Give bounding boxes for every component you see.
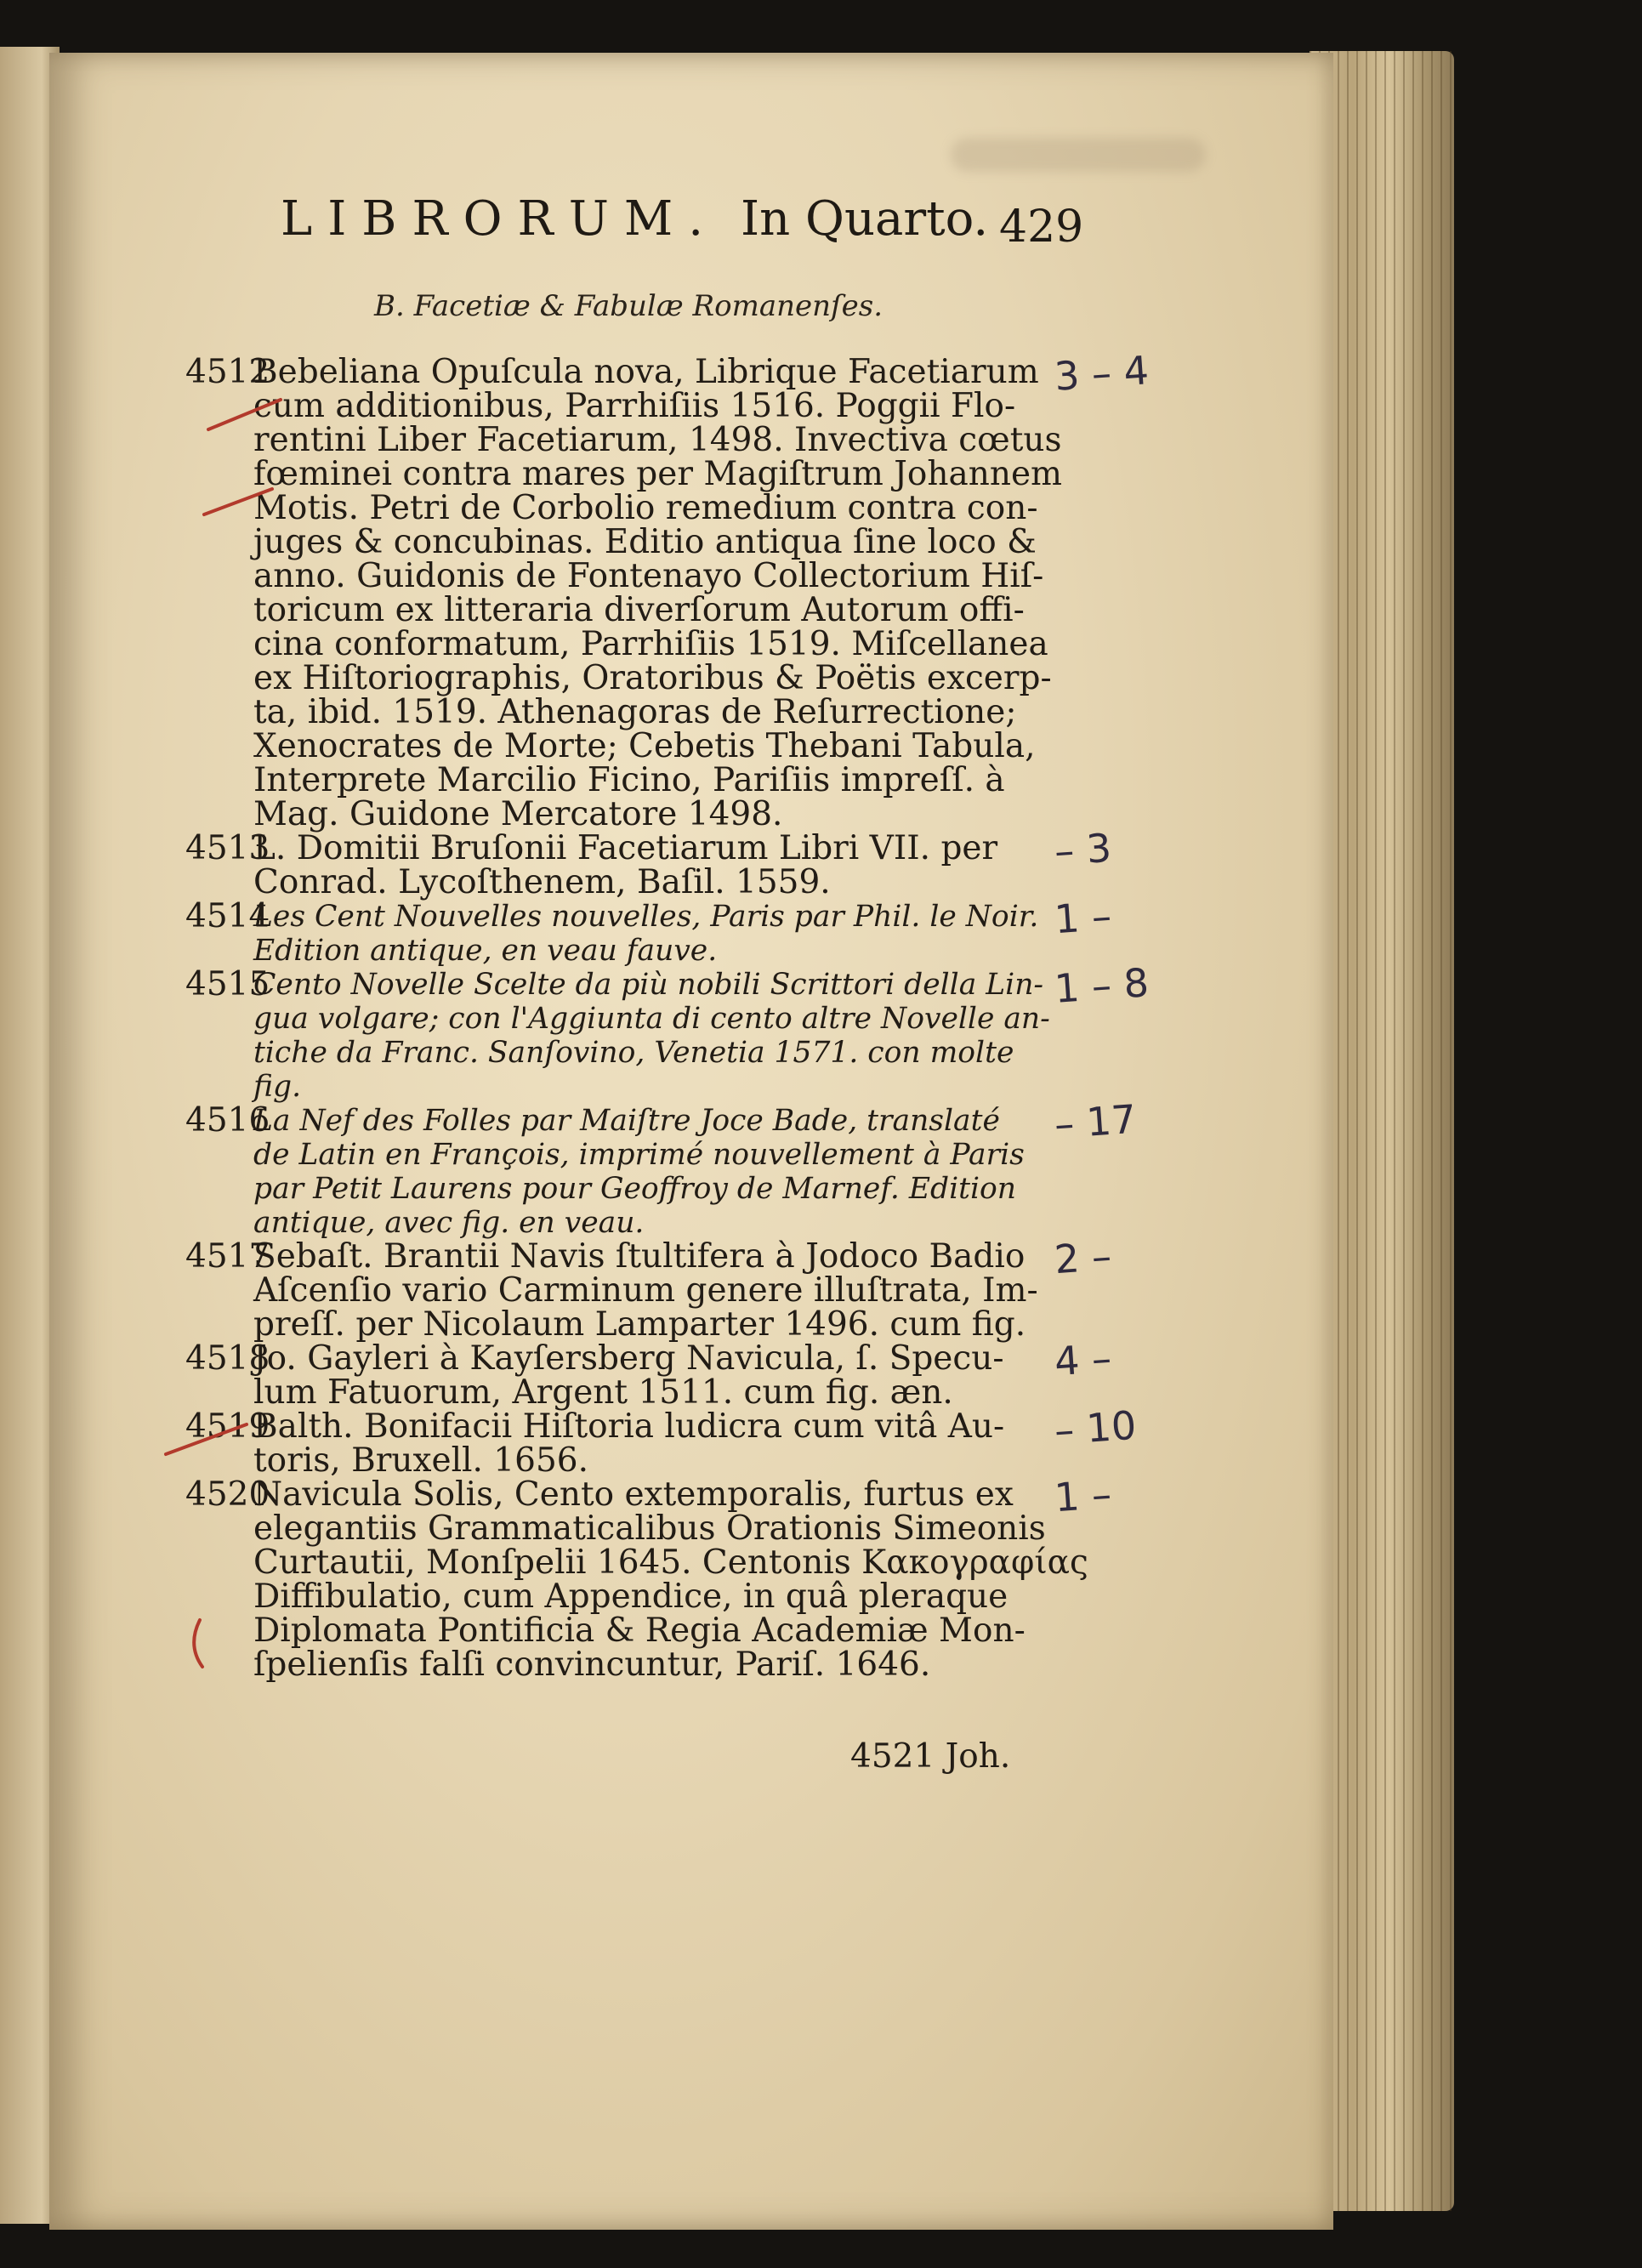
catalog-entry (185, 1475, 1088, 1684)
entry-line: Diffibulatio, cum Appendice, in quâ pleraque (253, 1577, 1008, 1616)
entry-line: anno. Guidonis de Fontenayo Collectorium Hiſ- (253, 557, 1044, 595)
entry-line: Sebaſt. Brantii Navis ſtultifera à Jodoco Badio (253, 1237, 1026, 1276)
running-head (281, 191, 1088, 259)
entry-line: Aſcenſio vario Carminum genere illuſtrata, Im- (253, 1271, 1038, 1310)
entry-number: 4512 (185, 353, 270, 391)
entry-line: L. Domitii Bruſonii Facetiarum Libri VII. per (253, 829, 998, 867)
entry-line: lum Fatuorum, Argent 1511. cum fig. æn. (253, 1373, 953, 1412)
handwritten-price: 3 – 4 (1053, 347, 1151, 400)
handwritten-price: 1 – (1053, 892, 1113, 943)
entry-line: Cento Novelle Scelte da più nobili Scrittori della Lin- (253, 968, 1044, 1002)
handwritten-price: – 10 (1053, 1401, 1138, 1454)
entry-number: 4516 (185, 1101, 270, 1140)
entry-line: fig. (253, 1070, 302, 1104)
handwritten-price: 4 – (1053, 1334, 1113, 1385)
catalog-entry (185, 1339, 1036, 1412)
entry-number: 4518 (185, 1339, 270, 1378)
entry-line: ex Hiſtoriographis, Oratoribus & Poëtis excerp- (253, 659, 1052, 697)
entry-line: rentini Liber Facetiarum, 1498. Invectiva cœtus (253, 421, 1062, 459)
running-head-title: LIBRORUM. (281, 191, 719, 247)
entry-line: juges & concubinas. Editio antiqua ſine loco & (253, 523, 1037, 561)
entry-line: Edition antique, en veau fauve. (253, 934, 718, 968)
catalog-entry (185, 1407, 1036, 1480)
entry-line: toricum ex litteraria diverſorum Autorum offi- (253, 591, 1025, 629)
handwritten-price: – 3 (1053, 824, 1113, 875)
entry-line: antique, avec fig. en veau. (253, 1206, 645, 1240)
entry-line: tiche da Franc. Sanſovino, Venetia 1571. con molte (253, 1036, 1014, 1070)
entry-line: La Nef des Folles par Maiſtre Joce Bade, translaté (253, 1104, 1000, 1138)
running-head-format: In Quarto. (741, 191, 989, 247)
entry-line: de Latin en François, imprimé nouvellement à Paris (253, 1138, 1025, 1172)
catalog-entry (185, 829, 1036, 901)
entry-line: cum additionibus, Parrhiſiis 1516. Poggii Flo- (253, 387, 1016, 425)
subsection-heading: B. Facetiæ & Fabulæ Romanenſes. (374, 289, 883, 323)
entry-line: Curtautii, Monſpelii 1645. Centonis Κακογραφίας (253, 1543, 1088, 1582)
entry-number: 4514 (185, 897, 270, 935)
entry-line: ſpelienſis falſi convincuntur, Pariſ. 1646. (253, 1646, 931, 1684)
entry-number: 4519 (185, 1407, 270, 1446)
catalog-entry (185, 1237, 1038, 1344)
catalog-entry (185, 897, 1039, 968)
entry-line: Xenocrates de Morte; Cebetis Thebani Tabula, (253, 727, 1036, 765)
handwritten-price: 2 – (1053, 1232, 1113, 1283)
entry-line: Motis. Petri de Corbolio remedium contra con- (253, 489, 1038, 527)
entry-line: fœminei contra mares per Magiſtrum Johannem (253, 455, 1063, 493)
catalog-entry (185, 1101, 1036, 1240)
entry-line: Bebeliana Opuſcula nova, Librique Facetiarum (253, 353, 1039, 391)
entry-number: 4517 (185, 1237, 270, 1276)
entry-line: cina conformatum, Parrhiſiis 1519. Miſcellanea (253, 625, 1048, 663)
catalog-entry (185, 965, 1050, 1104)
catalog-entries (185, 353, 1088, 1684)
handwritten-price: 1 – (1053, 1470, 1113, 1521)
entry-number: 4513 (185, 829, 270, 867)
entry-line: Interprete Marcilio Ficino, Pariſiis impreſſ. à (253, 761, 1005, 799)
entry-number: 4520 (185, 1475, 270, 1514)
entry-line: Les Cent Nouvelles nouvelles, Paris par Phil. le Noir. (253, 900, 1039, 934)
entry-line: par Petit Laurens pour Geoffroy de Marnef. Edition (253, 1172, 1017, 1206)
entry-line: ta, ibid. 1519. Athenagoras de Reſurrectione; (253, 693, 1017, 731)
entry-line: Navicula Solis, Cento extemporalis, furtus ex (253, 1475, 1014, 1514)
entry-line: Diplomata Pontificia & Regia Academiæ Mon- (253, 1611, 1026, 1650)
entry-line: gua volgare; con l'Aggiunta di cento altre Novelle an- (253, 1002, 1050, 1036)
catalog-entry (185, 353, 1063, 833)
entry-line: toris, Bruxell. 1656. (253, 1441, 588, 1480)
handwritten-price: – 17 (1053, 1095, 1138, 1148)
entry-line: Balth. Bonifacii Hiſtoria ludicra cum vitâ Au- (253, 1407, 1005, 1446)
entry-line: Conrad. Lycoſthenem, Baſil. 1559. (253, 863, 831, 901)
entry-line: preſſ. per Nicolaum Lamparter 1496. cum fig. (253, 1305, 1026, 1344)
handwritten-price: 1 – 8 (1053, 959, 1151, 1012)
entry-line: elegantiis Grammaticalibus Orationis Simeonis (253, 1509, 1046, 1548)
catchword: 4521 Joh. (850, 1737, 1011, 1776)
page-number: 429 (999, 202, 1084, 253)
entry-number: 4515 (185, 965, 270, 1003)
show-through-stain (951, 138, 1206, 172)
entry-line: Mag. Guidone Mercatore 1498. (253, 795, 783, 833)
entry-line: Jo. Gayleri à Kayſersberg Navicula, ſ. Specu- (253, 1339, 1004, 1378)
